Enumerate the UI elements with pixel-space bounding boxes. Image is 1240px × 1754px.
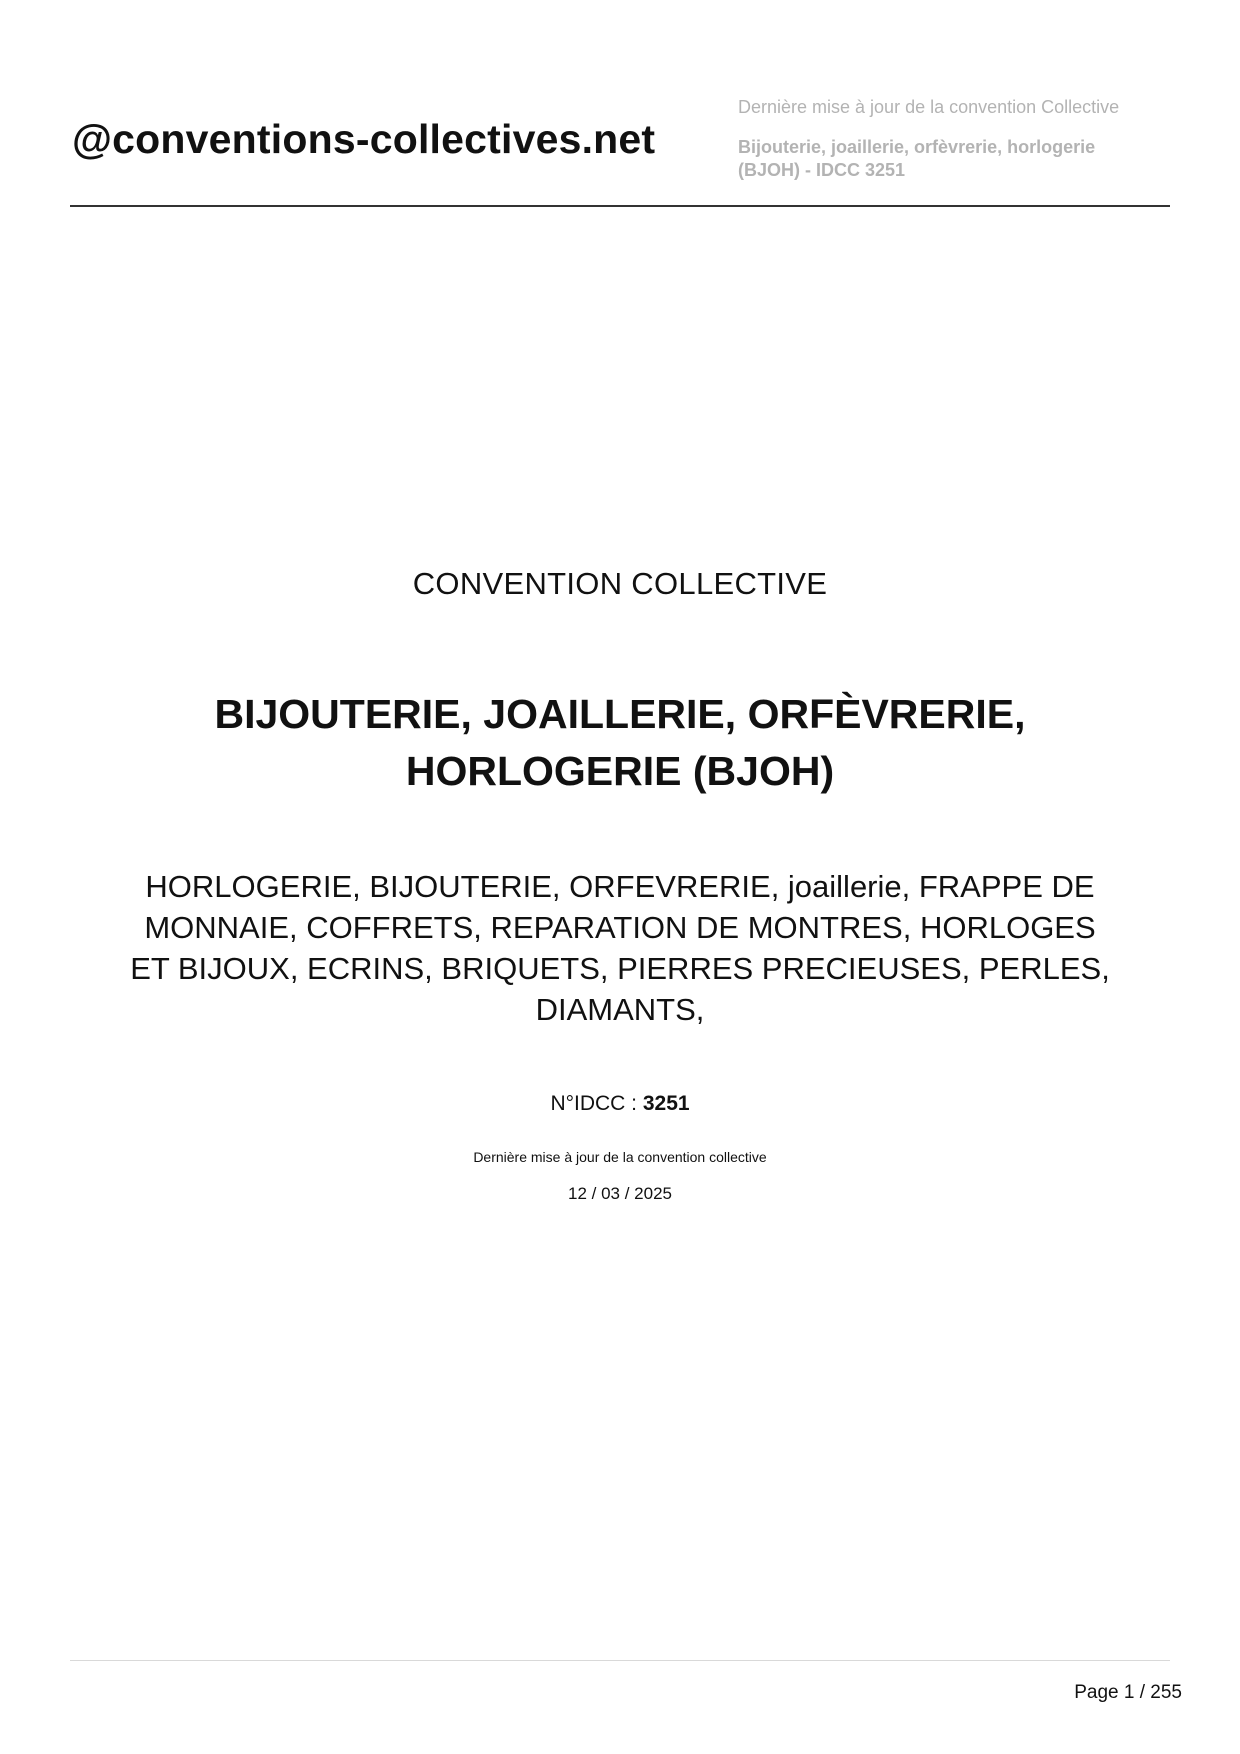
idcc-line (70, 1092, 1170, 1116)
page-number: Page 1 / 255 (1074, 1682, 1182, 1703)
idcc-label: N°IDCC : (550, 1092, 643, 1115)
header-last-update-label: Dernière mise à jour de la convention Collective (738, 97, 1120, 117)
keywords-line-2: MONNAIE, COFFRETS, REPARATION DE MONTRES, HORLOGES (144, 910, 1096, 945)
keywords-line-4: DIAMANTS, (535, 992, 705, 1027)
footer-divider (70, 1660, 1170, 1661)
header-info (738, 96, 1158, 182)
keywords-line-1: HORLOGERIE, BIJOUTERIE, ORFEVRERIE, joaillerie, FRAPPE DE (145, 869, 1095, 904)
document-type: CONVENTION COLLECTIVE (412, 566, 828, 601)
keywords-line-3: ET BIJOUX, ECRINS, BRIQUETS, PIERRES PRECIEUSES, PERLES, (130, 951, 1110, 986)
document-title-line-2: HORLOGERIE (BJOH) (405, 748, 835, 794)
site-name: @conventions-collectives.net (72, 116, 656, 162)
idcc-number: 3251 (642, 1092, 690, 1115)
last-update-label: Dernière mise à jour de la convention collective (473, 1149, 767, 1165)
document-keywords (70, 866, 1170, 1030)
header-divider (70, 205, 1170, 207)
last-update-date: 12 / 03 / 2025 (568, 1184, 672, 1203)
document-title (70, 686, 1170, 800)
document-title-line-1: BIJOUTERIE, JOAILLERIE, ORFÈVRERIE, (214, 691, 1026, 737)
header-subject: Bijouterie, joaillerie, orfèvrerie, horlogerie (BJOH) - IDCC 3251 (738, 137, 1096, 180)
